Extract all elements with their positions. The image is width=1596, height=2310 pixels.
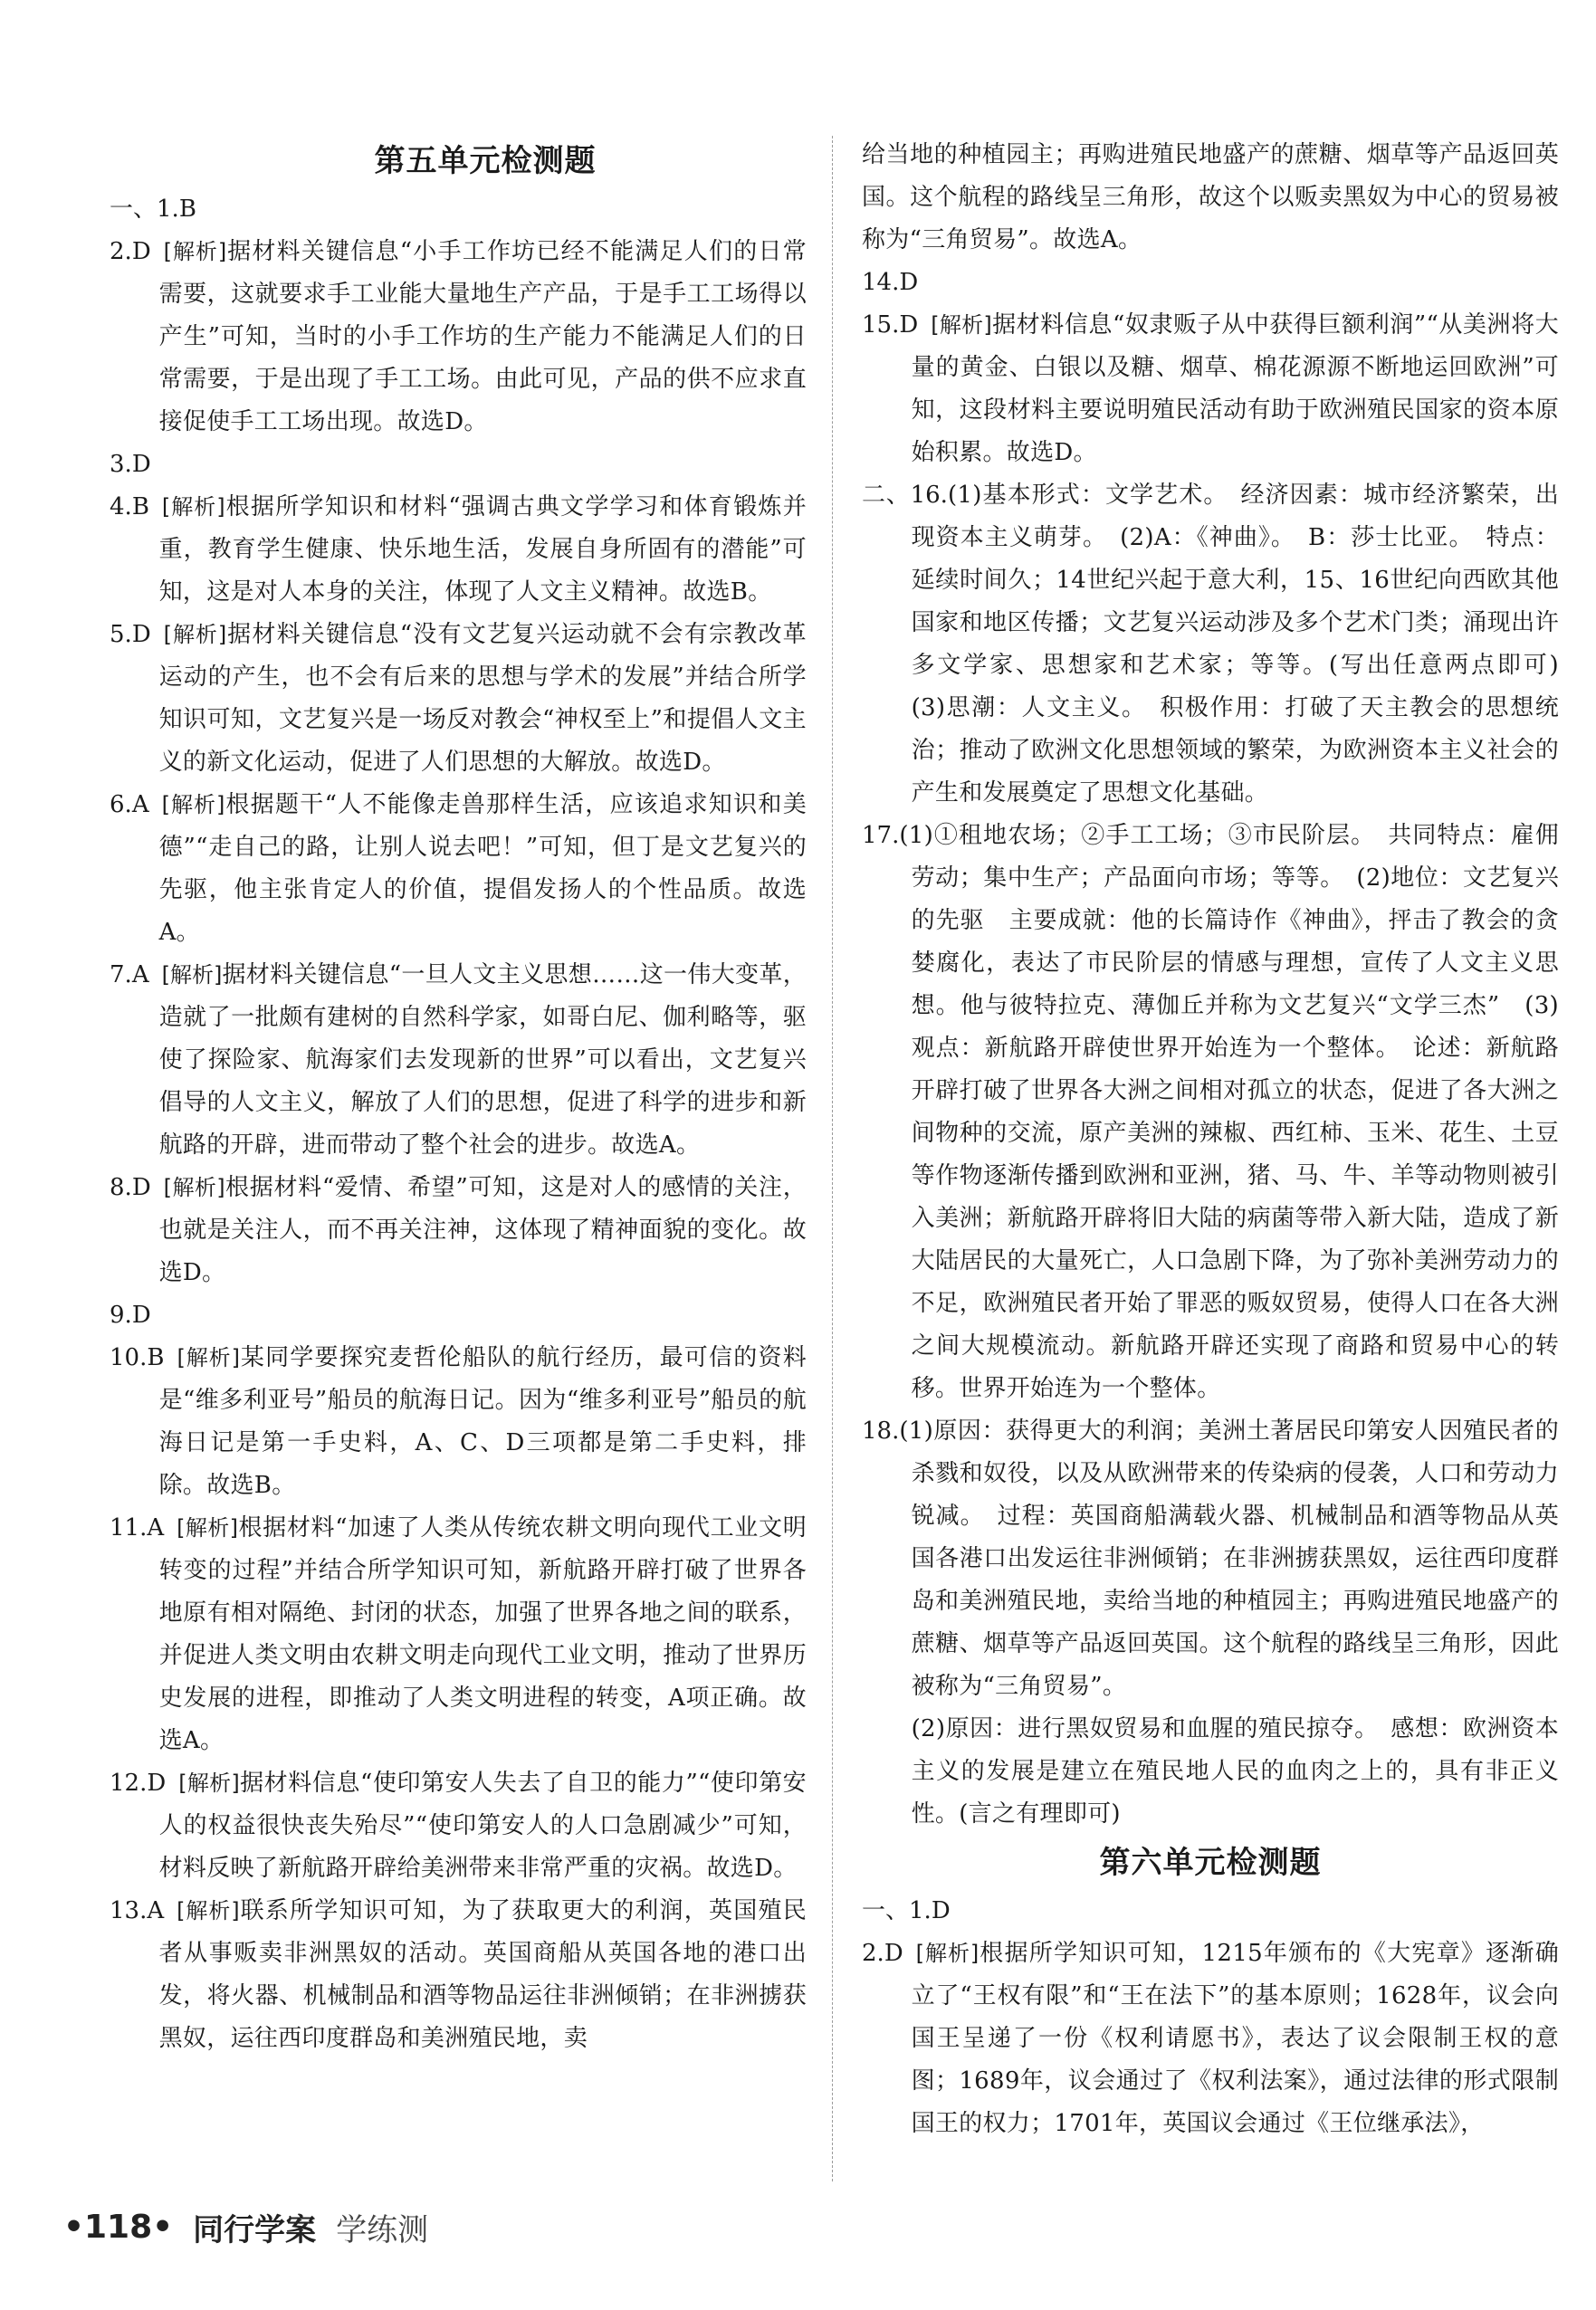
answer-item	[862, 1708, 1559, 1836]
item-text: (1)原因：获得更大的利润；美洲土著居民印第安人因殖民者的杀戮和奴役，以及从欧洲带来的传染病的侵袭，人口和劳动力锐减。 过程：英国商船满载火器、机械制品和酒等物品从英国各港口出发运往非洲倾销；在非洲掳获黑奴，运往西印度群岛和美洲殖民地，卖给当地的种植园主；再购进殖民地盛产的蔗糖、烟草等产品返回英国。这个航程的路线呈三角形，因此被称为“三角贸易”。	[899, 1418, 1559, 1700]
book-subtitle: 学练测	[336, 2212, 429, 2248]
item-text: 某同学要探究麦哲伦船队的航行经历，最可信的资料是“维多利亚号”船员的航海日记。因为“维多利亚号”船员的航海日记是第一手史料，A、C、D三项都是第二手史料，排除。故选B。	[158, 1344, 807, 1499]
analysis-tag: [解析]	[931, 312, 992, 338]
analysis-tag: [解析]	[177, 1515, 239, 1541]
analysis-tag: [解析]	[177, 1345, 240, 1370]
item-text: 根据题干“人不能像走兽那样生活，应该追求知识和美德”“走自己的路，让别人说去吧！”可知，但丁是文艺复兴的先驱，他主张肯定人的价值，提倡发扬人的个性品质。故选A。	[158, 791, 807, 946]
analysis-tag: [解析]	[178, 1771, 240, 1796]
item-answer: A	[131, 791, 149, 818]
item-text: 据材料信息“奴隶贩子从中获得巨额利润”“从美洲将大量的黄金、白银以及糖、烟草、棉花源源不断地运回欧洲”可知，这段材料主要说明殖民活动有助于欧洲殖民国家的资本原始积累。故选D。	[911, 311, 1559, 466]
item-number: 10.	[110, 1344, 148, 1371]
item-number: 7.	[110, 961, 132, 988]
item-text: 据材料关键信息“小手工作坊已经不能满足人们的日常需要，这就要求手工业能大量地生产产品，于是手工工场得以产生”可知，当时的小手工作坊的生产能力不能满足人们的日常需要，于是出现了手工工场。由此可见，产品的供不应求直接促使手工工场出现。故选D。	[158, 238, 807, 435]
item-number: 3.	[110, 451, 132, 478]
item-number: 9.	[110, 1302, 132, 1329]
item-number: 2.	[862, 1940, 884, 1967]
item-text: 根据所学知识和材料“强调古典文学学习和体育锻炼并重，教育学生健康、快乐地生活，发展自身所固有的潜能”可知，这是对人本身的关注，体现了人文主义精神。故选B。	[158, 493, 807, 606]
answer-item	[110, 1337, 807, 1507]
item-answer: A	[147, 1514, 165, 1542]
page-number: •118•	[63, 2209, 174, 2246]
answer-item	[862, 304, 1559, 474]
item-text: (2)原因：进行黑奴贸易和血腥的殖民掠夺。 感想：欧洲资本主义的发展是建立在殖民地人民的血肉之上的，具有非正义性。(言之有理即可)	[911, 1715, 1559, 1828]
column-divider	[832, 136, 833, 2181]
answer-item	[110, 1762, 807, 1890]
item-number: 18.	[862, 1418, 900, 1445]
unit6-answer-list	[862, 1890, 1559, 2145]
item-text: 根据材料“加速了人类从传统农耕文明向现代工业文明转变的过程”并结合所学知识可知，新航路开辟打破了世界各地原有相对隔绝、封闭的状态，加强了世界各地之间的联系，并促进人类文明由农耕文明走向现代工业文明，推动了世界历史发展的进程，即推动了人类文明进程的转变，A项正确。故选A。	[158, 1514, 807, 1754]
analysis-tag: [解析]	[163, 1175, 225, 1200]
item-number: 12.	[110, 1770, 148, 1797]
answer-item	[862, 262, 1559, 304]
item-answer: B	[131, 493, 149, 520]
answer-item	[110, 231, 807, 444]
item-number: 5.	[110, 621, 132, 648]
item-text: 根据所学知识可知，1215年颁布的《大宪章》逐渐确立了“王权有限”和“王在法下”的基本原则；1628年，议会向国王呈递了一份《权利请愿书》，表达了议会限制王权的意图；1689年，议会通过了《权利法案》，通过法律的形式限制国王的权力；1701年，英国议会通过《王位继承法》，	[911, 1940, 1560, 2137]
analysis-tag: [解析]	[177, 1898, 240, 1923]
analysis-tag: [解析]	[163, 622, 227, 647]
page-footer	[63, 2205, 428, 2249]
answer-item	[110, 188, 807, 231]
item-answer: D	[884, 1940, 903, 1967]
item-text: (1)基本形式：文学艺术。 经济因素：城市经济繁荣，出现资本主义萌芽。 (2)A：《神曲》。 B：莎士比亚。 特点：延续时间久；14世纪兴起于意大利，15、16世纪向西欧其他国家和地区传播；文艺复兴运动涉及多个艺术门类；涌现出许多文学家、思想家和艺术家；等等。(写出任意两点即可) (3)思潮：人文主义。 积极作用：打破了天主教会的思想统治；推动了欧洲文化思想领域的繁荣，为欧洲资本主义社会的产生和发展奠定了思想文化基础。	[911, 482, 1583, 807]
item-number: 14.	[862, 269, 900, 296]
item-answer: D	[899, 269, 919, 296]
item-answer: A	[147, 1897, 165, 1924]
answer-item	[110, 1294, 807, 1337]
item-number: 一、1.	[862, 1897, 932, 1924]
item-number: 13.	[110, 1897, 148, 1924]
answer-item	[110, 614, 807, 784]
item-text: 据材料关键信息“没有文艺复兴运动就不会有宗教改革运动的产生，也不会有后来的思想与学术的发展”并结合所学知识可知，文艺复兴是一场反对教会“神权至上”和提倡人文主义的新文化运动，促进了人们思想的大解放。故选D。	[158, 621, 807, 776]
item-number: 一、1.	[110, 196, 179, 223]
answer-item	[110, 1507, 807, 1762]
analysis-tag: [解析]	[161, 792, 225, 817]
analysis-tag: [解析]	[161, 494, 225, 520]
left-column	[110, 134, 807, 2060]
item-number: 6.	[110, 791, 132, 818]
item-number: 4.	[110, 493, 132, 520]
q13-continuation: 给当地的种植园主；再购进殖民地盛产的蔗糖、烟草等产品返回英国。这个航程的路线呈三角形，故这个以贩卖黑奴为中心的贸易被称为“三角贸易”。故选A。	[862, 141, 1559, 253]
item-number: 二、16.	[862, 482, 948, 509]
item-answer: D	[131, 621, 151, 648]
item-text: 据材料关键信息“一旦人文主义思想……这一伟大变革，造就了一批颇有建树的自然科学家，如哥白尼、伽利略等，驱使了探险家、航海家们去发现新的世界”可以看出，文艺复兴倡导的人文主义，解放了人们的思想，促进了科学的进步和新航路的开辟，进而带动了整个社会的进步。故选A。	[158, 961, 807, 1159]
left-answer-list	[110, 188, 807, 2060]
answer-item	[862, 474, 1583, 815]
item-answer: D	[131, 451, 151, 478]
item-text: 根据材料“爱情、希望”可知，这是对人的感情的关注，也就是关注人，而不再关注神，这体现了精神面貌的变化。故选D。	[158, 1174, 807, 1286]
item-text: 据材料信息“使印第安人失去了自卫的能力”“使印第安人的权益很快丧失殆尽”“使印第安人的人口急剧减少”可知，材料反映了新航路开辟给美洲带来非常严重的灾祸。故选D。	[158, 1770, 807, 1882]
answer-item	[110, 1167, 807, 1294]
answer-item	[110, 784, 807, 954]
item-answer: D	[899, 311, 919, 339]
book-brand: 同行学案	[193, 2212, 317, 2248]
item-number: 17.	[862, 822, 900, 849]
item-number: 2.	[110, 238, 132, 265]
analysis-tag: [解析]	[915, 1941, 980, 1966]
item-answer: B	[147, 1344, 165, 1371]
item-answer: A	[131, 961, 149, 988]
answer-item	[862, 815, 1559, 1410]
item-answer: B	[178, 196, 196, 223]
right-answer-list	[862, 262, 1583, 1836]
analysis-tag: [解析]	[163, 239, 227, 264]
answer-item	[110, 486, 807, 614]
item-answer: D	[131, 1174, 151, 1201]
answer-item	[110, 1890, 807, 2060]
answer-item	[862, 1933, 1559, 2145]
answer-item	[110, 444, 807, 486]
item-answer: D	[131, 1302, 151, 1329]
unit5-title: 第五单元检测题	[374, 143, 597, 179]
right-column	[862, 134, 1583, 2145]
analysis-tag: [解析]	[161, 962, 223, 988]
item-answer: D	[131, 238, 151, 265]
item-number: 8.	[110, 1174, 132, 1201]
unit6-title: 第六单元检测题	[1099, 1845, 1322, 1881]
item-text: (1)①租地农场；②手工工场；③市民阶层。 共同特点：雇佣劳动；集中生产；产品面向市场；等等。 (2)地位：文艺复兴的先驱 主要成就：他的长篇诗作《神曲》，抨击了教会的贪婪腐化，表达了市民阶层的情感与理想，宣传了人文主义思想。他与彼特拉克、薄伽丘并称为文艺复兴“文学三杰” (3)观点：新航路开辟使世界开始连为一个整体。 论述：新航路开辟打破了世界各大洲之间相对孤立的状态，促进了各大洲之间物种的交流，原产美洲的辣椒、西红柿、玉米、花生、土豆等作物逐渐传播到欧洲和亚洲，猪、马、牛、羊等动物则被引入美洲；新航路开辟将旧大陆的病菌等带入新大陆，造成了新大陆居民的大量死亡，人口急剧下降，为了弥补美洲劳动力的不足，欧洲殖民者开始了罪恶的贩奴贸易，使得人口在各大洲之间大规模流动。新航路开辟还实现了商路和贸易中心的转移。世界开始连为一个整体。	[899, 822, 1559, 1402]
answer-item	[862, 1410, 1559, 1708]
answer-item	[862, 1890, 1559, 1933]
item-text: 联系所学知识可知，为了获取更大的利润，英国殖民者从事贩卖非洲黑奴的活动。英国商船从英国各地的港口出发，将火器、机械制品和酒等物品运往非洲倾销；在非洲掳获黑奴，运往西印度群岛和美洲殖民地，卖	[158, 1897, 807, 2052]
item-answer: D	[931, 1897, 951, 1924]
item-answer: D	[147, 1770, 167, 1797]
item-number: 15.	[862, 311, 900, 339]
answer-item	[110, 954, 807, 1167]
item-number: 11.	[110, 1514, 148, 1542]
